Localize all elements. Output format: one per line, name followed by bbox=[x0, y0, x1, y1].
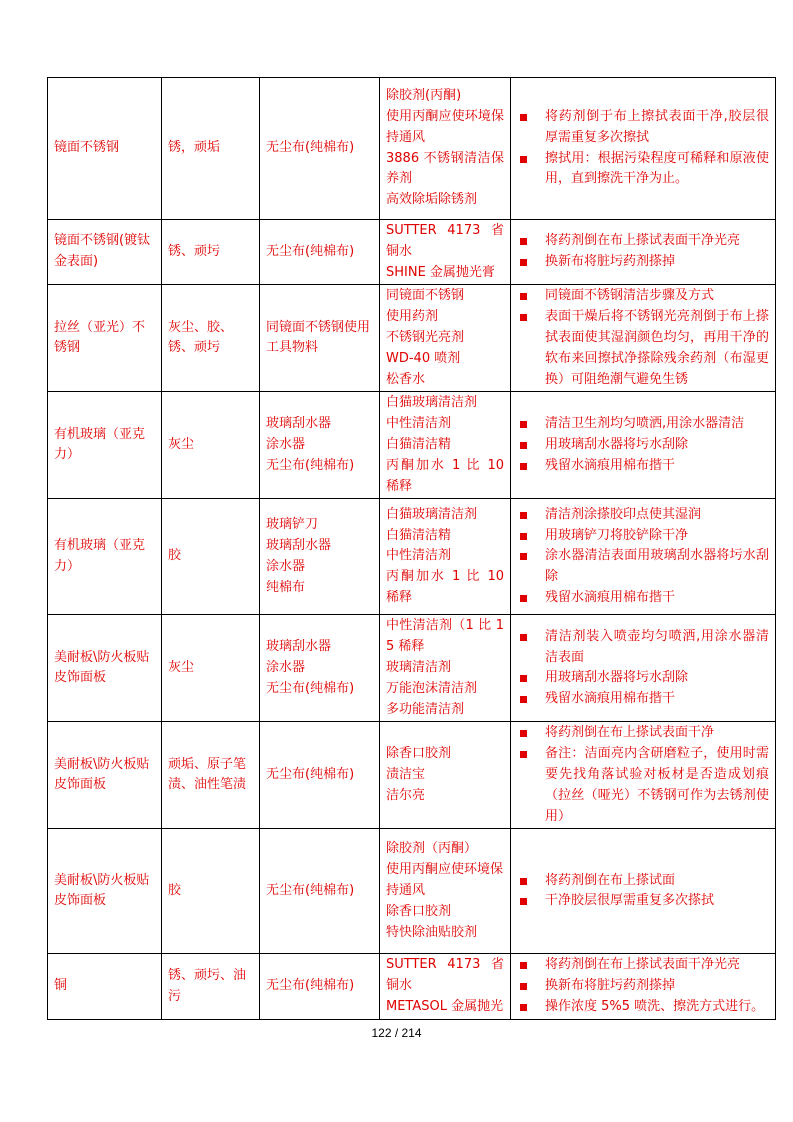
agent-line: WD-40 喷剂 bbox=[386, 350, 461, 366]
agents-cell bbox=[380, 829, 511, 954]
square-bullet-icon bbox=[520, 983, 527, 990]
step-text: 备注：洁面亮内含研磨粒子，使用时需要先找角落试验对板材是否造成划痕（拉丝（哑光）不锈钢可作为去锈剂使用） bbox=[545, 746, 769, 824]
step-item bbox=[517, 252, 769, 273]
step-text: 将药剂倒在布上搽试表面干净光亮 bbox=[545, 233, 741, 249]
step-item bbox=[517, 723, 769, 744]
step-item bbox=[517, 307, 769, 390]
steps-cell bbox=[511, 392, 776, 499]
agent-line: 使用丙酮应使环境保 bbox=[386, 862, 504, 878]
square-bullet-icon bbox=[520, 751, 527, 758]
square-bullet-icon bbox=[520, 512, 527, 519]
agent-line: 渍洁宝 bbox=[386, 766, 426, 782]
square-bullet-icon bbox=[520, 595, 527, 602]
material-cell: 铜 bbox=[48, 954, 162, 1019]
steps-list bbox=[517, 286, 769, 390]
step-text: 将药剂倒在布上搽试面 bbox=[545, 872, 676, 888]
material-cell: 镜面不锈钢 bbox=[48, 78, 162, 220]
steps-cell bbox=[511, 78, 776, 220]
cleaning-guide-table bbox=[47, 77, 776, 1020]
table-row bbox=[48, 78, 776, 220]
step-item bbox=[517, 435, 769, 456]
square-bullet-icon bbox=[520, 156, 527, 163]
table-row bbox=[48, 954, 776, 1019]
steps-list bbox=[517, 231, 769, 273]
tools-cell: 无尘布(纯棉布) bbox=[260, 722, 380, 829]
step-item bbox=[517, 627, 769, 669]
step-item bbox=[517, 505, 769, 526]
table-row bbox=[48, 499, 776, 615]
agent-line: 除香口胶剂 bbox=[386, 746, 452, 762]
agent-line: METASOL 金属抛光 bbox=[386, 998, 504, 1014]
material-cell: 美耐板\防火板贴皮饰面板 bbox=[48, 829, 162, 954]
step-text: 换新布将脏圬药剂搽掉 bbox=[545, 978, 676, 994]
steps-cell bbox=[511, 722, 776, 829]
tools-cell: 玻璃刮水器 涂水器 无尘布(纯棉布) bbox=[260, 615, 380, 722]
step-item bbox=[517, 955, 769, 976]
tools-cell: 无尘布(纯棉布) bbox=[260, 829, 380, 954]
agent-line: 持通风 bbox=[386, 882, 426, 898]
agent-line: 高效除垢除锈剂 bbox=[386, 192, 478, 208]
agents-cell bbox=[380, 220, 511, 285]
step-text: 用玻璃刮水器将圬水刮除 bbox=[545, 436, 689, 452]
square-bullet-icon bbox=[520, 442, 527, 449]
material-cell: 美耐板\防火板贴皮饰面板 bbox=[48, 722, 162, 829]
square-bullet-icon bbox=[520, 238, 527, 245]
dirt-type-cell: 顽垢、原子笔渍、油性笔渍 bbox=[162, 722, 260, 829]
tools-cell: 玻璃刮水器 涂水器 无尘布(纯棉布) bbox=[260, 392, 380, 499]
agents-cell bbox=[380, 499, 511, 615]
agents-cell bbox=[380, 78, 511, 220]
square-bullet-icon bbox=[520, 553, 527, 560]
square-bullet-icon bbox=[520, 293, 527, 300]
step-item bbox=[517, 588, 769, 609]
dirt-type-cell: 灰尘、胶、锈、顽圬 bbox=[162, 285, 260, 392]
square-bullet-icon bbox=[520, 533, 527, 540]
square-bullet-icon bbox=[520, 878, 527, 885]
step-text: 用玻璃刮水器将圬水刮除 bbox=[545, 670, 689, 686]
square-bullet-icon bbox=[520, 675, 527, 682]
dirt-type-cell: 锈、顽圬 bbox=[162, 220, 260, 285]
material-cell: 拉丝（亚光）不锈钢 bbox=[48, 285, 162, 392]
step-item bbox=[517, 456, 769, 477]
step-item bbox=[517, 976, 769, 997]
dirt-type-cell: 灰尘 bbox=[162, 392, 260, 499]
step-item bbox=[517, 744, 769, 827]
step-text: 将药剂倒于布上擦拭表面干净,胶层很厚需重复多次擦拭 bbox=[545, 108, 769, 145]
step-text: 用玻璃铲刀将胶铲除干净 bbox=[545, 527, 689, 543]
step-item bbox=[517, 689, 769, 710]
square-bullet-icon bbox=[520, 314, 527, 321]
agent-line: 丙酮加水 1 比 10 稀释 bbox=[386, 569, 504, 606]
step-item bbox=[517, 149, 769, 191]
square-bullet-icon bbox=[520, 898, 527, 905]
table-row bbox=[48, 829, 776, 954]
page-number: 122 / 214 bbox=[371, 1026, 422, 1040]
agent-line: 中性清洁剂（1 比 15 稀释 bbox=[386, 618, 504, 655]
agent-line: 不锈钢光亮剂 bbox=[386, 329, 465, 345]
agent-line: 同镜面不锈钢 bbox=[386, 288, 465, 304]
step-item bbox=[517, 871, 769, 892]
step-text: 残留水滴痕用棉布揩干 bbox=[545, 691, 676, 707]
agent-line: 除胶剂（丙酮） bbox=[386, 841, 478, 857]
agent-line: 使用丙酮应使环境保持通风 bbox=[386, 108, 504, 145]
step-text: 将药剂倒在布上搽试表面干净光亮 bbox=[545, 957, 741, 973]
agent-line: 玻璃清洁剂 bbox=[386, 659, 452, 675]
step-text: 表面干燥后将不锈钢光亮剂倒于布上搽拭表面使其湿润颜色均匀，再用干净的软布来回擦拭净搽除残余药剂（布湿更换）可阻绝潮气避免生锈 bbox=[545, 309, 769, 387]
steps-cell bbox=[511, 220, 776, 285]
steps-cell bbox=[511, 954, 776, 1019]
agent-line: 白猫玻璃清洁剂 bbox=[386, 506, 478, 522]
agents-cell bbox=[380, 722, 511, 829]
step-text: 操作浓度 5%5 喷洗、擦洗方式进行。 bbox=[545, 998, 765, 1014]
dirt-type-cell: 锈，顽垢 bbox=[162, 78, 260, 220]
step-text: 残留水滴痕用棉布揩干 bbox=[545, 457, 676, 473]
agent-line: 除胶剂(丙酮) bbox=[386, 88, 462, 104]
agent-line: 中性清洁剂 bbox=[386, 416, 452, 432]
agents-cell bbox=[380, 392, 511, 499]
dirt-type-cell: 胶 bbox=[162, 829, 260, 954]
step-text: 清洁剂装入喷壶均匀喷洒,用涂水器清洁表面 bbox=[545, 628, 769, 665]
step-text: 擦拭用：根据污染程度可稀释和原液使用，直到擦洗干净为止。 bbox=[545, 150, 769, 187]
table-row bbox=[48, 392, 776, 499]
steps-cell bbox=[511, 829, 776, 954]
square-bullet-icon bbox=[520, 696, 527, 703]
step-text: 将药剂倒在布上搽试表面干净 bbox=[545, 725, 715, 741]
agent-line: 万能泡沫清洁剂 bbox=[386, 680, 478, 696]
step-item bbox=[517, 891, 769, 912]
step-text: 清洁卫生剂均匀喷洒,用涂水器清洁 bbox=[545, 416, 745, 432]
dirt-type-cell: 锈、顽圬、油污 bbox=[162, 954, 260, 1019]
step-item bbox=[517, 997, 769, 1018]
tools-cell: 同镜面不锈钢使用工具物料 bbox=[260, 285, 380, 392]
step-item bbox=[517, 231, 769, 252]
agent-line: 特快除油贴胶剂 bbox=[386, 924, 478, 940]
steps-list bbox=[517, 627, 769, 710]
material-cell: 镜面不锈钢(镀钛金表面) bbox=[48, 220, 162, 285]
square-bullet-icon bbox=[520, 421, 527, 428]
tools-cell: 玻璃铲刀 玻璃刮水器 涂水器 纯棉布 bbox=[260, 499, 380, 615]
tools-cell: 无尘布(纯棉布) bbox=[260, 220, 380, 285]
steps-cell bbox=[511, 285, 776, 392]
step-item bbox=[517, 526, 769, 547]
square-bullet-icon bbox=[520, 1004, 527, 1011]
agent-line: SUTTER 4173 省铜水 bbox=[386, 223, 504, 259]
material-cell: 有机玻璃（亚克力） bbox=[48, 499, 162, 615]
step-item bbox=[517, 107, 769, 149]
tools-cell: 无尘布(纯棉布) bbox=[260, 954, 380, 1019]
tools-cell: 无尘布(纯棉布) bbox=[260, 78, 380, 220]
agent-line: 洁尔亮 bbox=[386, 787, 426, 803]
step-item bbox=[517, 668, 769, 689]
table-row bbox=[48, 615, 776, 722]
material-cell: 美耐板\防火板贴皮饰面板 bbox=[48, 615, 162, 722]
step-text: 清洁剂涂搽胶印点使其湿润 bbox=[545, 506, 702, 522]
step-item bbox=[517, 286, 769, 307]
step-item bbox=[517, 546, 769, 588]
steps-list bbox=[517, 107, 769, 190]
steps-list bbox=[517, 955, 769, 1017]
dirt-type-cell: 胶 bbox=[162, 499, 260, 615]
agent-line: 丙酮加水 1 比 10 稀释 bbox=[386, 457, 504, 494]
material-cell: 有机玻璃（亚克力） bbox=[48, 392, 162, 499]
steps-list bbox=[517, 414, 769, 476]
agents-cell bbox=[380, 954, 511, 1019]
table-row bbox=[48, 220, 776, 285]
agent-line: 白猫玻璃清洁剂 bbox=[386, 395, 478, 411]
step-text: 换新布将脏圬药剂搽掉 bbox=[545, 254, 676, 270]
agent-line: 除香口胶剂 bbox=[386, 903, 452, 919]
agent-line: 多功能清洁剂 bbox=[386, 701, 465, 717]
dirt-type-cell: 灰尘 bbox=[162, 615, 260, 722]
agent-line: 使用药剂 bbox=[386, 309, 439, 325]
agent-line: SHINE 金属抛光膏 bbox=[386, 264, 495, 280]
square-bullet-icon bbox=[520, 114, 527, 121]
square-bullet-icon bbox=[520, 730, 527, 737]
step-text: 同镜面不锈钢清洁步骤及方式 bbox=[545, 288, 715, 304]
agent-line: 白猫清洁精 bbox=[386, 436, 452, 452]
square-bullet-icon bbox=[520, 634, 527, 641]
square-bullet-icon bbox=[520, 962, 527, 969]
steps-cell bbox=[511, 615, 776, 722]
table-row bbox=[48, 722, 776, 829]
steps-list bbox=[517, 871, 769, 913]
step-text: 残留水滴痕用棉布揩干 bbox=[545, 590, 676, 606]
steps-cell bbox=[511, 499, 776, 615]
steps-list bbox=[517, 723, 769, 827]
agent-line: SUTTER 4173 省铜水 bbox=[386, 957, 504, 994]
agent-line: 中性清洁剂 bbox=[386, 548, 452, 564]
agent-line: 3886 不锈钢清洁保养剂 bbox=[386, 150, 504, 187]
step-text: 涂水器清洁表面用玻璃刮水器将圬水刮除 bbox=[545, 548, 769, 585]
steps-list bbox=[517, 505, 769, 609]
step-item bbox=[517, 414, 769, 435]
agents-cell bbox=[380, 615, 511, 722]
step-text: 干净胶层很厚需重复多次搽拭 bbox=[545, 893, 715, 909]
table-row bbox=[48, 285, 776, 392]
table-body bbox=[48, 78, 776, 1020]
agents-cell bbox=[380, 285, 511, 392]
agent-line: 松香水 bbox=[386, 371, 426, 387]
agent-line: 白猫清洁精 bbox=[386, 527, 452, 543]
square-bullet-icon bbox=[520, 259, 527, 266]
square-bullet-icon bbox=[520, 463, 527, 470]
